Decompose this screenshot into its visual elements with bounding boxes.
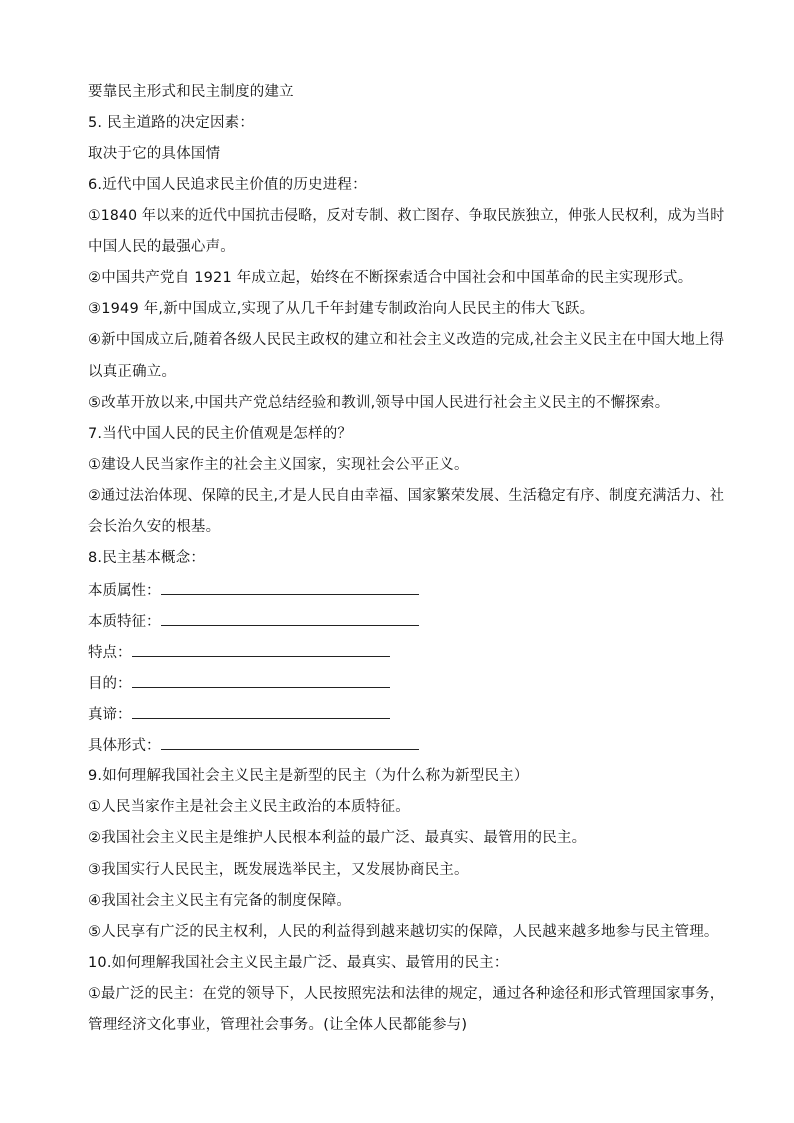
answer-blank[interactable] (132, 642, 390, 657)
text-line: ④我国社会主义民主有完备的制度保障。 (88, 893, 352, 909)
text-line: ④新中国成立后,随着各级人民民主政权的建立和社会主义改造的完成,社会主义民主在中国大地上得 (88, 332, 725, 348)
section-heading-10: 10.如何理解我国社会主义民主最广泛、最真实、最管用的民主： (88, 955, 509, 971)
text-line: ⑤人民享有广泛的民主权利，人民的利益得到越来越切实的保障，人民越来越多地参与民主管理。 (88, 924, 719, 940)
text-line: 要靠民主形式和民主制度的建立 (88, 84, 294, 100)
text-line: ①建设人民当家作主的社会主义国家，实现社会公平正义。 (88, 457, 469, 473)
fill-in-row (88, 673, 390, 694)
section-heading-7: 7.当代中国人民的民主价值观是怎样的？ (88, 426, 353, 442)
fill-in-label: 本质特征： (88, 614, 161, 630)
fill-in-row (88, 704, 390, 725)
answer-blank[interactable] (132, 704, 390, 719)
answer-blank[interactable] (161, 611, 419, 626)
text-line: 取决于它的具体国情 (88, 146, 221, 162)
text-line: 以真正确立。 (88, 364, 177, 380)
section-heading-8: 8.民主基本概念： (88, 550, 206, 566)
text-line: ②我国社会主义民主是维护人民根本利益的最广泛、最真实、最管用的民主。 (88, 830, 587, 846)
answer-blank[interactable] (161, 580, 419, 595)
text-line: ②中国共产党自 1921 年成立起，始终在不断探索适合中国社会和中国革命的民主实现形式。 (88, 270, 693, 286)
answer-blank[interactable] (132, 673, 390, 688)
fill-in-row (88, 735, 419, 756)
text-line: 会长治久安的根基。 (88, 519, 221, 535)
text-line: ②通过法治体现、保障的民主,才是人民自由幸福、国家繁荣发展、生活稳定有序、制度充满活力、社 (88, 488, 725, 504)
text-line: 中国人民的最强心声。 (88, 239, 235, 255)
fill-in-row (88, 611, 419, 632)
text-line: ①人民当家作主是社会主义民主政治的本质特征。 (88, 799, 410, 815)
fill-in-label: 本质属性： (88, 583, 161, 599)
section-heading-9: 9.如何理解我国社会主义民主是新型的民主（为什么称为新型民主） (88, 768, 529, 784)
fill-in-label: 特点： (88, 645, 132, 661)
fill-in-label: 具体形式： (88, 738, 161, 754)
text-line: ⑤改革开放以来,中国共产党总结经验和教训,领导中国人民进行社会主义民主的不懈探索。 (88, 395, 670, 411)
section-heading-5: 5. 民主道路的决定因素： (88, 115, 255, 131)
answer-blank[interactable] (161, 735, 419, 750)
section-heading-6: 6.近代中国人民追求民主价值的历史进程： (88, 177, 367, 193)
fill-in-label: 目的： (88, 676, 132, 692)
fill-in-row (88, 580, 419, 601)
text-line: ③我国实行人民民主，既发展选举民主，又发展协商民主。 (88, 862, 469, 878)
text-line: 管理经济文化事业，管理社会事务。(让全体人民都能参与) (88, 1017, 468, 1033)
fill-in-label: 真谛： (88, 707, 132, 723)
text-line: ③1949 年,新中国成立,实现了从几千年封建专制政治向人民民主的伟大飞跃。 (88, 301, 595, 317)
fill-in-row (88, 642, 390, 663)
text-line: ①最广泛的民主：在党的领导下，人民按照宪法和法律的规定，通过各种途径和形式管理国家事务， (88, 986, 725, 1002)
text-line: ①1840 年以来的近代中国抗击侵略，反对专制、救亡图存、争取民族独立，伸张人民权利，成为当时 (88, 208, 725, 224)
